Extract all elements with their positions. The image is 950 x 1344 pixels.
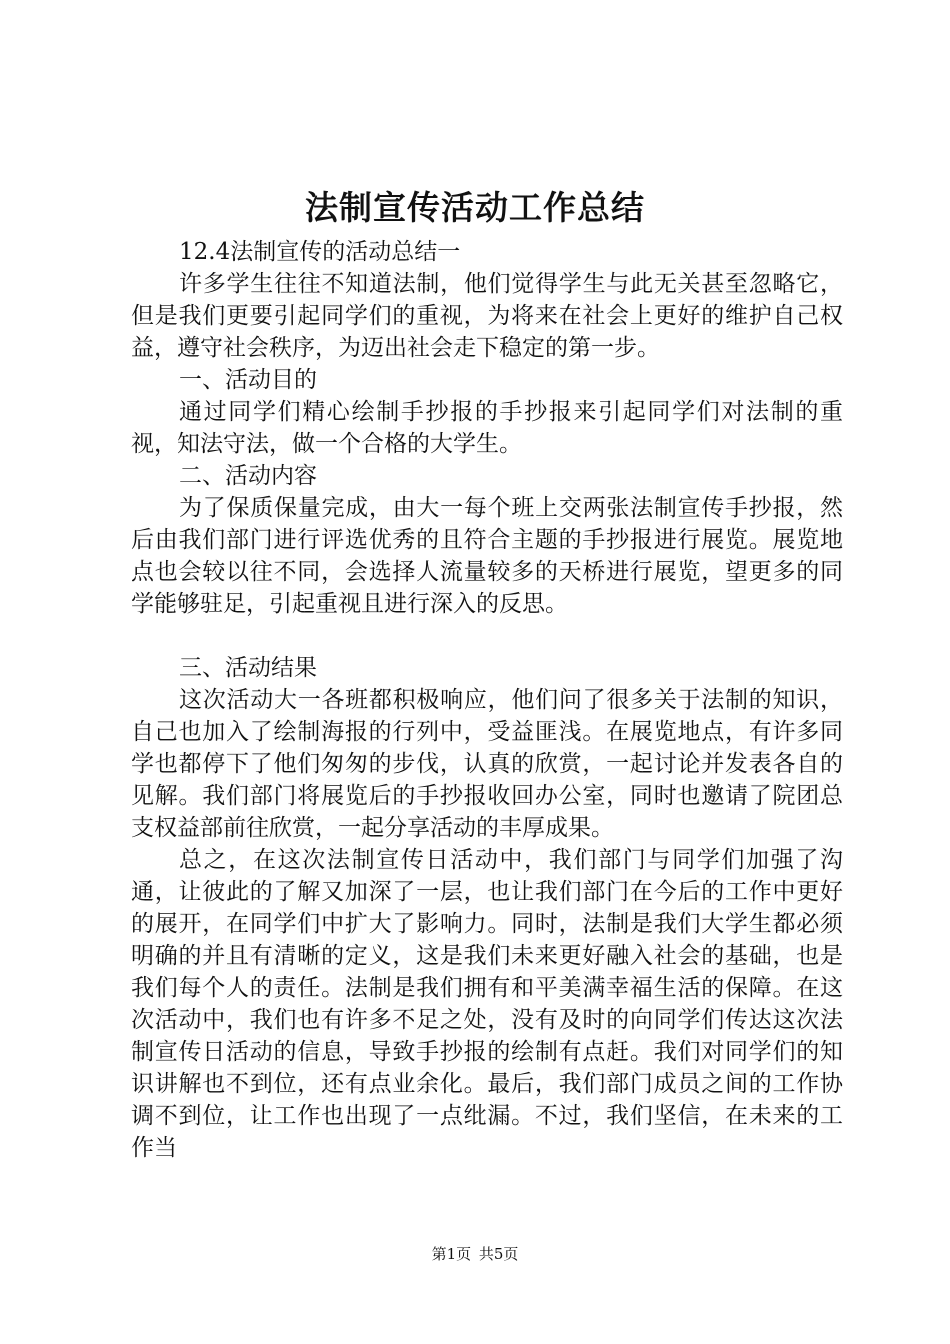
summary-paragraph: 总之，在这次法制宣传日活动中，我们部门与同学们加强了沟通，让彼此的了解又加深了一层，也让我们部门在今后的工作中更好的展开，在同学们中扩大了影响力。同时，法制是我们大学生都必须明确的并且有清晰的定义，这是我们未来更好融入社会的基础，也是我们每个人的责任。法制是我们拥有和平美满幸福生活的保障。在这次活动中，我们也有许多不足之处，没有及时的向同学们传达这次法制宣传日活动的信息，导致手抄报的绘制有点赶。我们对同学们的知识讲解也不到位，还有点业余化。最后，我们部门成员之间的工作协调不到位，让工作也出现了一点纰漏。不过，我们坚信，在未来的工作当 [131, 847, 843, 1161]
heading-purpose: 一、活动目的 [179, 367, 317, 393]
document-title: 法制宣传活动工作总结 [305, 188, 645, 227]
heading-content: 二、活动内容 [179, 463, 317, 489]
content-paragraph: 为了保质保量完成，由大一每个班上交两张法制宣传手抄报，然后由我们部门进行评选优秀的且符合主题的手抄报进行展览。展览地点也会较以往不同，会选择人流量较多的天桥进行展览，望更多的同学能够驻足，引起重视且进行深入的反思。 [131, 495, 843, 617]
page-number: 第1页 共5页 [431, 1245, 519, 1263]
heading-results: 三、活动结果 [179, 655, 317, 681]
intro-paragraph: 许多学生往往不知道法制，他们觉得学生与此无关甚至忽略它，但是我们更要引起同学们的重视，为将来在社会上更好的维护自己权益，遵守社会秩序，为迈出社会走下稳定的第一步。 [131, 271, 843, 361]
purpose-paragraph: 通过同学们精心绘制手抄报的手抄报来引起同学们对法制的重视，知法守法，做一个合格的大学生。 [131, 399, 843, 457]
document-body [131, 236, 843, 1164]
results-paragraph: 这次活动大一各班都积极响应，他们问了很多关于法制的知识，自己也加入了绘制海报的行列中，受益匪浅。在展览地点，有许多同学也都停下了他们匆匆的步伐，认真的欣赏，一起讨论并发表各自的见解。我们部门将展览后的手抄报收回办公室，同时也邀请了院团总支权益部前往欣赏，一起分享活动的丰厚成果。 [131, 687, 843, 841]
section-subtitle: 12.4法制宣传的活动总结一 [179, 239, 461, 265]
